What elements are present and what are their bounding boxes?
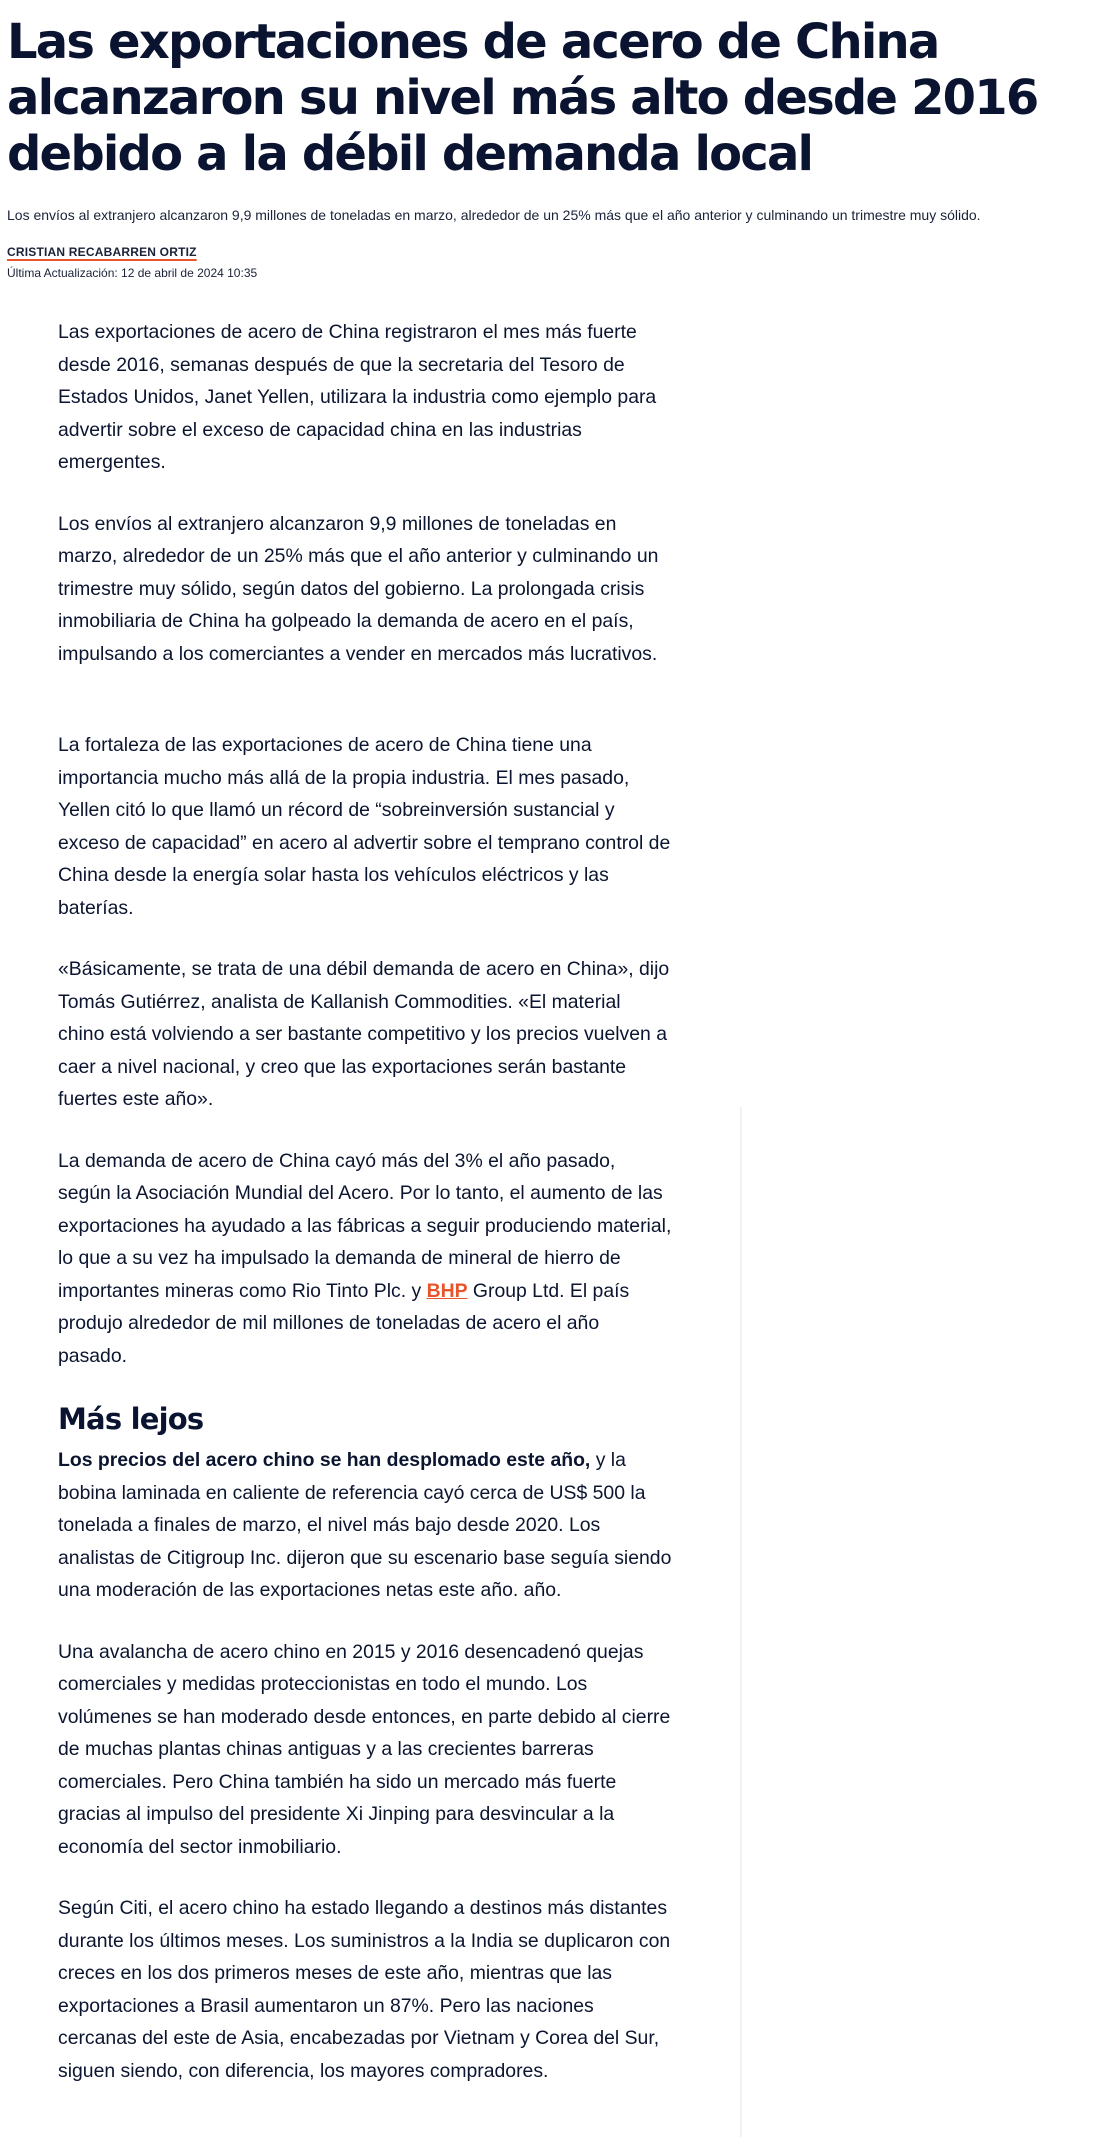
bhp-link[interactable]: BHP xyxy=(426,1279,468,1302)
updated-timestamp: Última Actualización: 12 de abril de 2024 10:35 xyxy=(7,266,258,280)
paragraph-text: La demanda de acero de China cayó más del 3% el año pasado, según la Asociación Mundial del Acero. Por lo tanto, el aumento de las exportaciones ha ayudado a las fábricas a seguir produciendo material, lo que a su vez ha impulsado la demanda de mineral de hierro de importantes mineras como Rio Tinto Plc. y xyxy=(58,1149,672,1302)
paragraph-text: Group Ltd. El país produjo alrededor de mil millones de toneladas de acero el año pasado. xyxy=(58,1279,630,1367)
article-dek: Los envíos al extranjero alcanzaron 9,9 millones de toneladas en marzo, alrededor de un 25% más que el año anterior y culminando un trimestre muy sólido. xyxy=(7,207,981,223)
article-body xyxy=(58,316,672,2087)
article-paragraph: Una avalancha de acero chino en 2015 y 2016 desencadenó quejas comerciales y medidas proteccionistas en todo el mundo. Los volúmenes se han moderado desde entonces, en parte debido al cierre de muchas plantas chinas antiguas y a las crecientes barreras comerciales. Pero China también ha sido un mercado más fuerte gracias al impulso del presidente Xi Jinping para desvincular a la economía del sector inmobiliario. xyxy=(58,1640,671,1858)
article-paragraph: La fortaleza de las exportaciones de acero de China tiene una importancia mucho más allá de la propia industria. El mes pasado, Yellen citó lo que llamó un récord de “sobreinversión sustancial y exceso de capacidad” en acero al advertir sobre el temprano control de China desde la energía solar hasta los vehículos eléctricos y las baterías. xyxy=(58,734,671,919)
article-paragraph: «Básicamente, se trata de una débil demanda de acero en China», dijo Tomás Gutiérrez, analista de Kallanish Commodities. «El material chino está volviendo a ser bastante competitivo y los precios vuelven a caer a nivel nacional, y creo que las exportaciones serán bastante fuertes este año». xyxy=(58,958,670,1110)
article-paragraph xyxy=(58,1444,672,1607)
author-link[interactable]: CRISTIAN RECABARREN ORTIZ xyxy=(7,245,197,259)
bold-lead-text: Los precios del acero chino se han desplomado este año, xyxy=(58,1449,591,1471)
paragraph-text: y la bobina laminada en caliente de referencia cayó cerca de US$ 500 la tonelada a finales de marzo, el nivel más bajo desde 2020. Los analistas de Citigroup Inc. dijeron que su escenario base seguía siendo una moderación de las exportaciones netas este año. año. xyxy=(58,1449,672,1601)
article-paragraph xyxy=(58,1145,672,1373)
article-paragraph: Los envíos al extranjero alcanzaron 9,9 millones de toneladas en marzo, alrededor de un 25% más que el año anterior y culminando un trimestre muy sólido, según datos del gobierno. La prolongada crisis inmobiliaria de China ha golpeado la demanda de acero en el país, impulsando a los comerciantes a vender en mercados más lucrativos. xyxy=(58,512,659,665)
article-paragraph: Según Citi, el acero chino ha estado llegando a destinos más distantes durante los últimos meses. Los suministros a la India se duplicaron con creces en los dos primeros meses de este año, mientras que las exportaciones a Brasil aumentaron un 87%. Pero las naciones cercanas del este de Asia, encabezadas por Vietnam y Corea del Sur, siguen siendo, con diferencia, los mayores compradores. xyxy=(58,1897,671,2082)
sidebar-divider xyxy=(740,1107,742,2137)
article-paragraph: Las exportaciones de acero de China registraron el mes más fuerte desde 2016, semanas después de que la secretaria del Tesoro de Estados Unidos, Janet Yellen, utilizara la industria como ejemplo para advertir sobre el exceso de capacidad china en las industrias emergentes. xyxy=(58,321,657,473)
section-heading: Más lejos xyxy=(58,1402,204,1436)
article-headline: Las exportaciones de acero de China alcanzaron su nivel más alto desde 2016 debido a la débil demanda local xyxy=(7,14,1038,182)
